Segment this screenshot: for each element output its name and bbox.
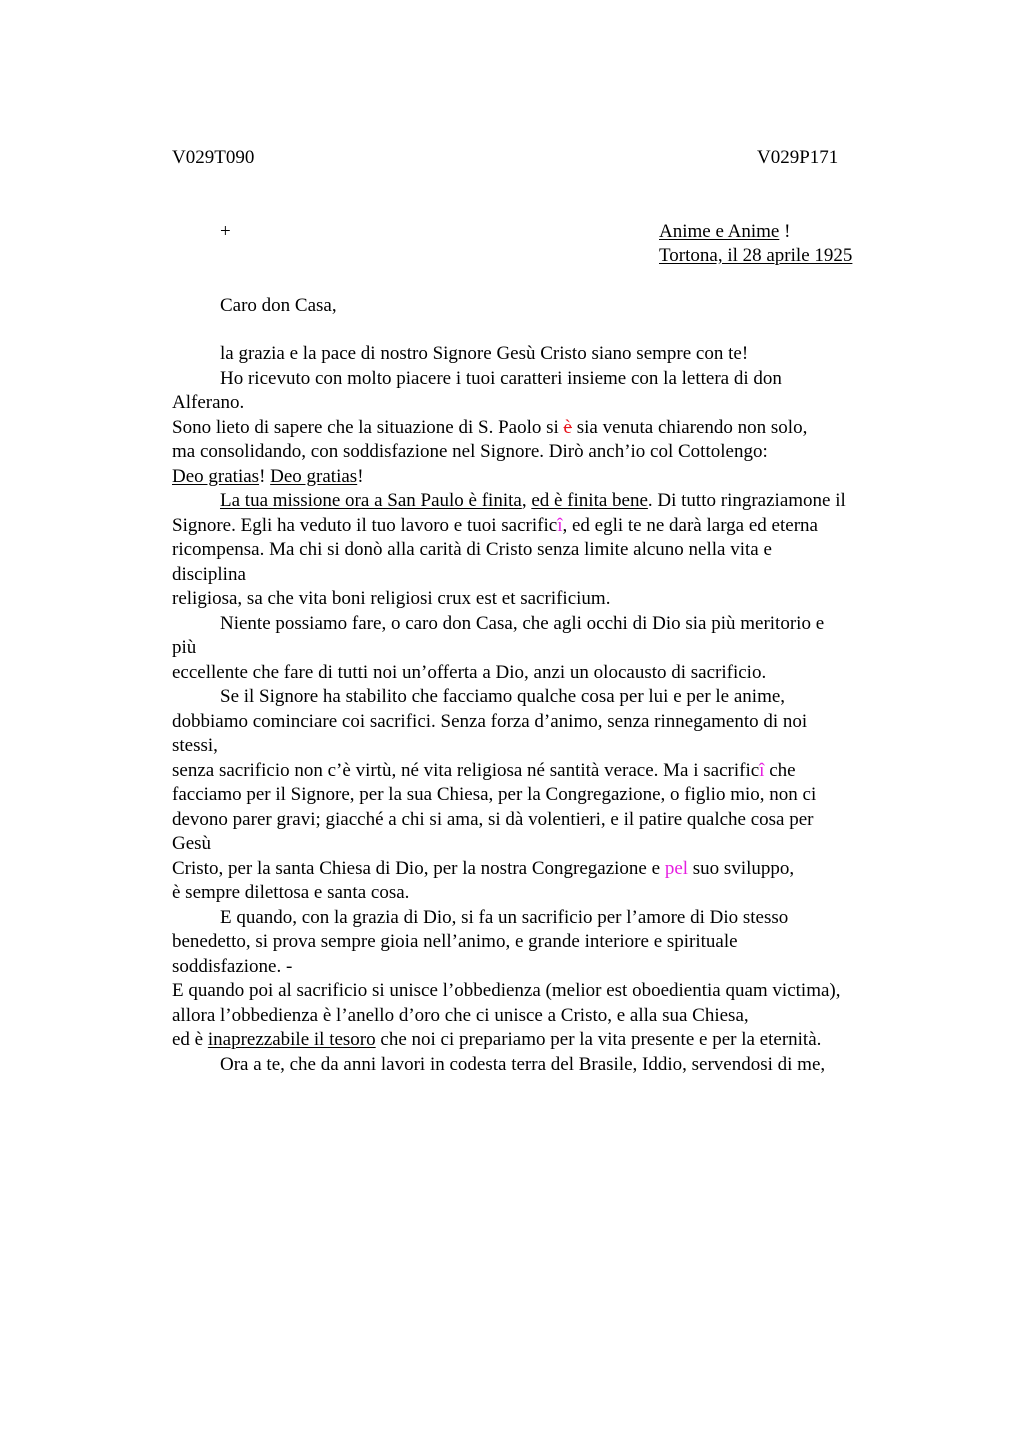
body-line: dobbiamo cominciare coi sacrifici. Senza forza d’animo, senza rinnegamento di noi: [172, 710, 808, 732]
text-run: ,: [521, 490, 532, 511]
deleted-word: è: [563, 416, 572, 438]
body-line: [172, 514, 932, 539]
body-line: allora l’obbedienza è l’anello d’oro che ci unisce a Cristo, e alla sua Chiesa,: [172, 1004, 749, 1026]
letter-body: [172, 342, 932, 1077]
text-run: Sono lieto di sapere che la situazione di S. Paolo si: [172, 416, 564, 438]
body-line: ricompensa. Ma chi si donò alla carità di Cristo senza limite alcuno nella vita e: [172, 539, 772, 560]
body-line: più: [172, 637, 197, 658]
body-line: Niente possiamo fare, o caro don Casa, che agli occhi di Dio sia più meritorio e: [220, 612, 825, 634]
motto-exclamation: !: [779, 221, 791, 242]
body-line: è sempre dilettosa e santa cosa.: [172, 882, 410, 903]
text-run: !: [357, 465, 364, 487]
body-line: ma consolidando, con soddisfazione nel Signore. Dirò anch’io col Cottolengo:: [172, 441, 768, 462]
body-line: la grazia e la pace di nostro Signore Gesù Cristo siano sempre con te!: [220, 343, 749, 364]
cross-symbol: +: [220, 221, 231, 242]
body-line: Alferano.: [172, 392, 245, 413]
motto-line: [659, 220, 790, 245]
text-run: che noi ci prepariamo per la vita presente e per la eternità.: [375, 1029, 822, 1050]
body-line: [172, 489, 932, 514]
text-run: Cristo, per la santa Chiesa di Dio, per la nostra Congregazione e: [172, 857, 665, 879]
edited-character: î: [759, 759, 765, 781]
body-line: eccellente che fare di tutti noi un’offerta a Dio, anzi un olocausto di sacrificio.: [172, 661, 767, 683]
body-line: [172, 1028, 932, 1053]
underlined-phrase: La tua missione ora a San Paulo è finita: [220, 490, 522, 511]
body-line: facciamo per il Signore, per la sua Chiesa, per la Congregazione, o figlio mio, non ci: [172, 784, 817, 805]
motto-text: Anime e Anime: [659, 221, 780, 242]
text-run: , ed egli te ne darà larga ed eterna: [562, 514, 818, 536]
underlined-phrase: Deo gratias: [172, 465, 260, 487]
body-line: [172, 857, 932, 882]
body-line: religiosa, sa che vita boni religiosi crux est et sacrificium.: [172, 588, 611, 609]
body-line: [172, 416, 932, 441]
text-run: suo sviluppo,: [688, 857, 795, 879]
body-line: E quando poi al sacrificio si unisce l’obbedienza (melior est oboedientia quam victima),: [172, 980, 841, 1001]
underlined-phrase: inaprezzabile il tesoro: [207, 1029, 376, 1050]
text-run: senza sacrificio non c’è virtù, né vita religiosa né santità verace. Ma i sacrific: [172, 759, 760, 781]
underlined-phrase: ed è finita bene: [531, 490, 648, 511]
body-line: [172, 759, 932, 784]
salutation: Caro don Casa,: [220, 295, 337, 316]
body-line: stessi,: [172, 735, 218, 756]
text-run: sia venuta chiarendo non solo,: [571, 416, 808, 438]
document-code-left: V029T090: [172, 147, 255, 168]
body-line: [172, 465, 932, 490]
edited-word: pel: [664, 857, 689, 879]
body-line: E quando, con la grazia di Dio, si fa un sacrificio per l’amore di Dio stesso: [220, 906, 789, 928]
body-line: Ho ricevuto con molto piacere i tuoi caratteri insieme con la lettera di don: [220, 367, 782, 389]
edited-character: î: [557, 514, 563, 536]
body-line: Ora a te, che da anni lavori in codesta terra del Brasile, Iddio, servendosi di me,: [220, 1053, 826, 1075]
text-run: che: [764, 759, 796, 781]
body-line: devono parer gravi; giacché a chi si ama, si dà volentieri, e il patire qualche cosa per: [172, 808, 814, 830]
text-run: !: [259, 465, 271, 487]
body-line: disciplina: [172, 563, 246, 585]
text-run: ed è: [172, 1029, 208, 1050]
document-code-right: V029P171: [757, 147, 839, 168]
body-line: benedetto, si prova sempre gioia nell’animo, e grande interiore e spirituale: [172, 931, 738, 952]
body-line: soddisfazione. -: [172, 955, 293, 977]
place-date: Tortona, il 28 aprile 1925: [659, 245, 853, 266]
underlined-phrase: Deo gratias: [270, 465, 358, 487]
body-line: Gesù: [172, 833, 212, 854]
body-line: Se il Signore ha stabilito che facciamo qualche cosa per lui e per le anime,: [220, 686, 786, 707]
text-run: . Di tutto ringraziamone il: [647, 490, 846, 511]
text-run: Signore. Egli ha veduto il tuo lavoro e tuoi sacrific: [172, 514, 558, 536]
